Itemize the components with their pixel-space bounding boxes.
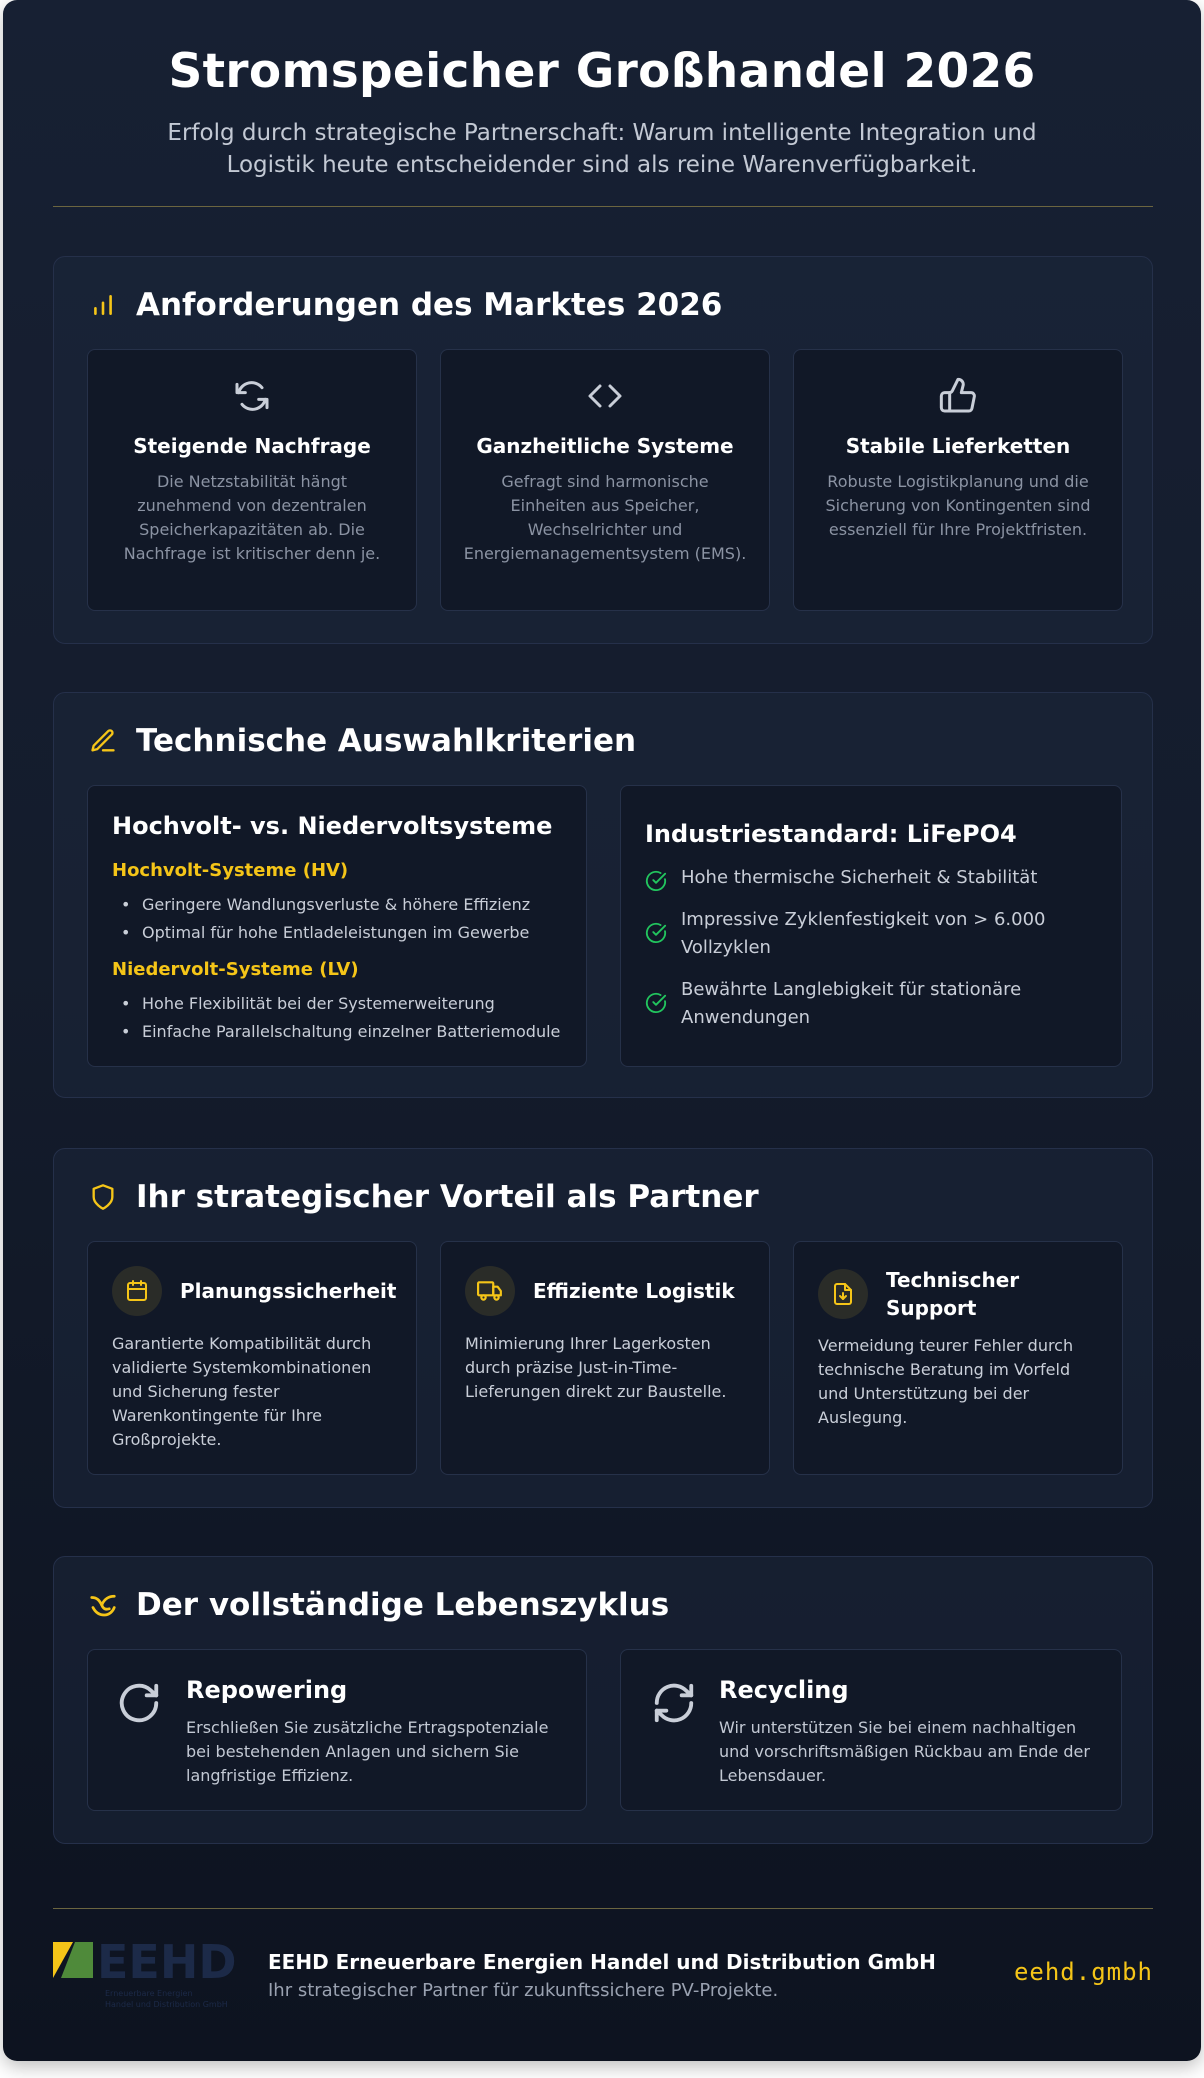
list-item: • Optimal für hohe Entladeleistungen im Gewerbe: [112, 919, 562, 947]
company-logo: [53, 1940, 248, 2018]
check-item-text: Impressive Zyklenfestigkeit von > 6.000 Vollzyklen: [681, 909, 1046, 958]
lifepo-card-title: Industriestandard: LiFePO4: [645, 820, 1017, 848]
bar-chart-icon: [88, 290, 118, 320]
check-item: [645, 864, 1097, 892]
footer-divider: [53, 1908, 1153, 1909]
calendar-icon: [112, 1266, 162, 1316]
partner-card-planning: [87, 1241, 417, 1475]
hv-label: Hochvolt-Systeme (HV): [112, 860, 349, 881]
infographic-page: [3, 0, 1201, 2061]
partner-card-title: Technischer Support: [886, 1268, 1020, 1320]
section-partner: [53, 1148, 1153, 1508]
check-circle-icon: [645, 992, 667, 1014]
partner-card-text: Minimierung Ihrer Lagerkosten durch präzise Just-in-Time-Lieferungen direkt zur Baustelle.: [465, 1334, 727, 1401]
svg-text:Erneuerbare Energien: Erneuerbare Energien: [105, 1989, 193, 1998]
footer: [53, 1940, 1153, 2020]
lv-label: Niedervolt-Systeme (LV): [112, 959, 359, 980]
section-lifecycle-heading: [88, 1587, 669, 1623]
page-title: Stromspeicher Großhandel 2026: [168, 44, 1036, 99]
market-card-text: Die Netzstabilität hängt zunehmend von dezentralen Speicherkapazitäten ab. Die Nachfrage ist kritischer denn je.: [123, 472, 381, 563]
svg-text:EEHD: EEHD: [97, 1940, 237, 1989]
market-card-systems: [440, 349, 770, 611]
section-technical-title: Technische Auswahlkriterien: [136, 723, 637, 759]
lifepo-card: [620, 785, 1122, 1067]
check-circle-icon: [645, 922, 667, 944]
company-name: EEHD Erneuerbare Energien Handel und Distribution GmbH: [268, 1950, 936, 1974]
market-card-title: Steigende Nachfrage: [133, 434, 371, 458]
market-card-title: Stabile Lieferketten: [845, 434, 1071, 458]
hv-list: [112, 891, 562, 947]
rotate-cw-icon: [116, 1676, 186, 1784]
section-market-heading: [88, 287, 722, 323]
lifecycle-card-recycling: [620, 1649, 1122, 1811]
section-partner-title: Ihr strategischer Vorteil als Partner: [136, 1179, 759, 1215]
section-lifecycle-title: Der vollständige Lebenszyklus: [136, 1587, 670, 1623]
section-partner-heading: [88, 1179, 759, 1215]
voltage-card: [87, 785, 587, 1067]
section-market-title: Anforderungen des Marktes 2026: [136, 287, 723, 323]
refresh-icon: [110, 374, 394, 418]
lifecycle-card-text: Erschließen Sie zusätzliche Ertragspotenziale bei bestehenden Anlagen und sichern Sie langfristige Effizienz.: [186, 1718, 549, 1785]
file-download-icon: [818, 1269, 868, 1319]
market-card-text: Gefragt sind harmonische Einheiten aus Speicher, Wechselrichter und Energiemanagementsystem (EMS).: [463, 472, 747, 563]
list-item: • Einfache Parallelschaltung einzelner Batteriemodule: [112, 1018, 562, 1046]
partner-card-title: Effiziente Logistik: [533, 1279, 735, 1303]
section-technical: [53, 692, 1153, 1098]
section-market: [53, 256, 1153, 644]
section-technical-heading: [88, 723, 636, 759]
leaf-icon: [88, 1590, 118, 1620]
pencil-icon: [88, 726, 118, 756]
market-card-title: Ganzheitliche Systeme: [476, 434, 734, 458]
lifecycle-card-text: Wir unterstützen Sie bei einem nachhaltigen und vorschriftsmäßigen Rückbau am Ende der Lebensdauer.: [719, 1718, 1090, 1785]
footer-text: [268, 1950, 936, 2001]
code-icon: [463, 374, 747, 418]
partner-card-text: Garantierte Kompatibilität durch validierte Systemkombinationen und Sicherung fester Warenkontingente für Ihre Großprojekte.: [112, 1334, 372, 1449]
market-card-supply: [793, 349, 1123, 611]
market-card-demand: [87, 349, 417, 611]
company-tagline: Ihr strategischer Partner für zukunftssichere PV-Projekte.: [268, 1980, 779, 2001]
check-item: [645, 976, 1097, 1032]
voltage-card-title: Hochvolt- vs. Niedervoltsysteme: [112, 812, 553, 840]
partner-card-title: Planungssicherheit: [180, 1279, 397, 1303]
thumbs-up-icon: [816, 374, 1100, 418]
check-item-text: Hohe thermische Sicherheit & Stabilität: [681, 867, 1038, 888]
lifecycle-card-repowering: [87, 1649, 587, 1811]
market-card-text: Robuste Logistikplanung und die Sicherung von Kontingenten sind essenziell für Ihre Projektfristen.: [825, 472, 1091, 539]
list-item: • Geringere Wandlungsverluste & höhere Effizienz: [112, 891, 562, 919]
header-divider: [53, 206, 1153, 207]
svg-text:Handel und Distribution GmbH: Handel und Distribution GmbH: [105, 2000, 228, 2009]
partner-card-logistics: [440, 1241, 770, 1475]
lifecycle-card-title: Recycling: [719, 1676, 849, 1704]
header: [3, 0, 1201, 181]
list-item: • Hohe Flexibilität bei der Systemerweiterung: [112, 990, 562, 1018]
shield-icon: [88, 1182, 118, 1212]
truck-icon: [465, 1266, 515, 1316]
check-item-text: Bewährte Langlebigkeit für stationäre Anwendungen: [681, 979, 1022, 1028]
section-lifecycle: [53, 1556, 1153, 1844]
partner-card-support: [793, 1241, 1123, 1475]
lv-list: [112, 990, 562, 1046]
check-item: [645, 906, 1097, 962]
partner-card-text: Vermeidung teurer Fehler durch technische Beratung im Vorfeld und Unterstützung bei der Auslegung.: [818, 1336, 1074, 1427]
lifecycle-card-title: Repowering: [186, 1676, 348, 1704]
recycle-icon: [649, 1676, 719, 1784]
company-domain: eehd.gmbh: [1013, 1958, 1153, 1986]
page-subtitle: Erfolg durch strategische Partnerschaft: Warum intelligente Integration und Logistik heute entscheidender sind als reine Warenverfügbarkeit.: [167, 120, 1037, 178]
check-circle-icon: [645, 870, 667, 892]
